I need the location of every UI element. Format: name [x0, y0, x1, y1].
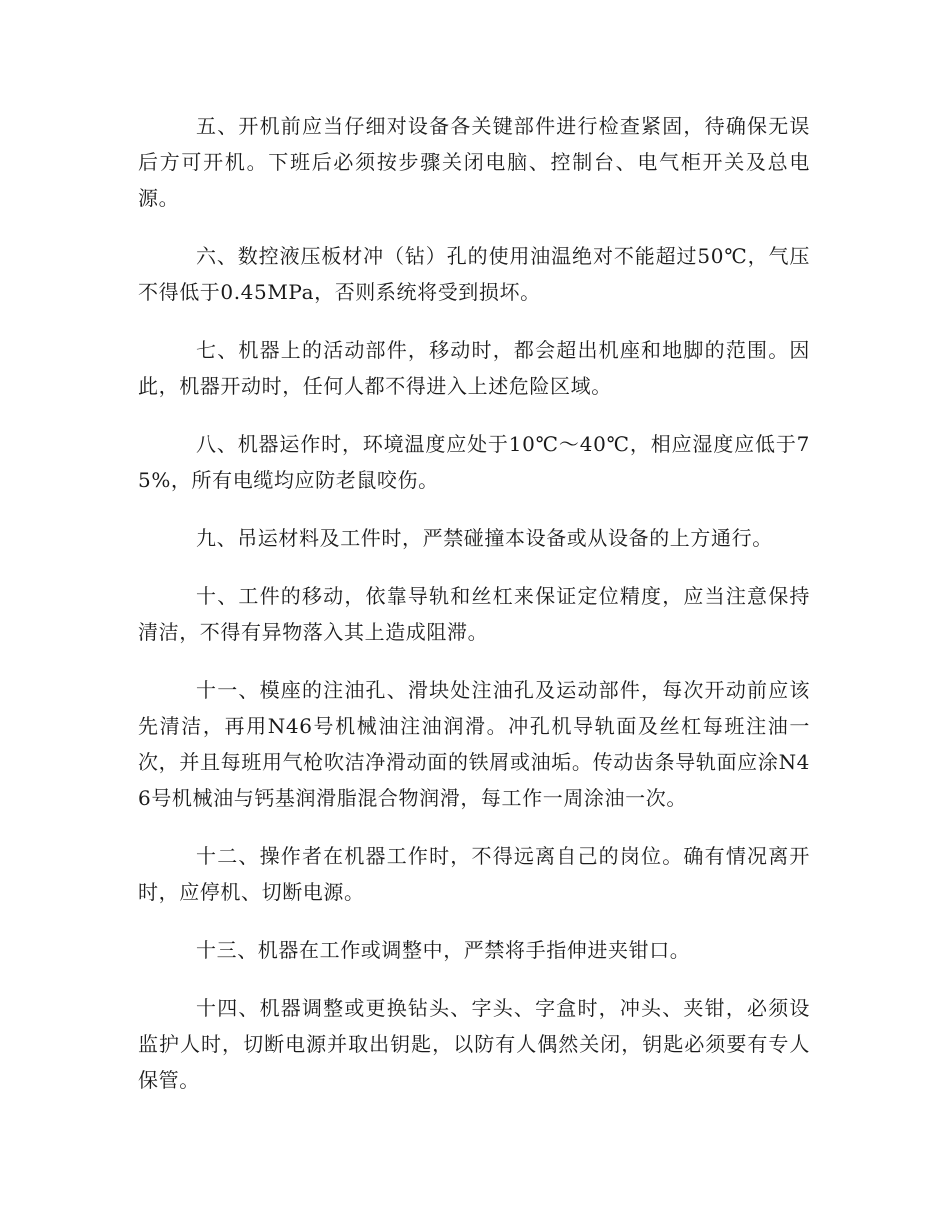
- paragraph-item-13: 十三、机器在工作或调整中，严禁将手指伸进夹钳口。: [196, 938, 691, 962]
- document-page: [138, 108, 810, 1098]
- paragraph-item-6: 六、数控液压板材冲（钻）孔的使用油温绝对不能超过50℃，气压不得低于0.45MPa，否则系统将受到损坏。: [138, 244, 810, 304]
- paragraph-item-11: 十一、模座的注油孔、滑块处注油孔及运动部件，每次开动前应该先清洁，再用N46号机械油注油润滑。冲孔机导轨面及丝杠每班注油一次，并且每班用气枪吹洁净滑动面的铁屑或油垢。传动齿条导轨面应涂N46号机械油与钙基润滑脂混合物润滑，每工作一周涂油一次。: [138, 678, 810, 810]
- paragraph-item-5: 五、开机前应当仔细对设备各关键部件进行检查紧固，待确保无误后方可开机。下班后必须按步骤关闭电脑、控制台、电气柜开关及总电源。: [138, 114, 810, 210]
- paragraph-item-10: 十、工件的移动，依靠导轨和丝杠来保证定位精度，应当注意保持清洁，不得有异物落入其上造成阻滞。: [138, 584, 810, 644]
- paragraph-item-8: 八、机器运作时，环境温度应处于10℃～40℃，相应湿度应低于75%，所有电缆均应防老鼠咬伤。: [138, 432, 810, 492]
- paragraph-item-9: 九、吊运材料及工件时，严禁碰撞本设备或从设备的上方通行。: [196, 526, 773, 550]
- paragraph-item-12: 十二、操作者在机器工作时，不得远离自己的岗位。确有情况离开时，应停机、切断电源。: [138, 844, 810, 904]
- paragraph-item-14: 十四、机器调整或更换钻头、字头、字盒时，冲头、夹钳，必须设监护人时，切断电源并取出钥匙，以防有人偶然关闭，钥匙必须要有专人保管。: [138, 996, 810, 1092]
- paragraph-item-7: 七、机器上的活动部件，移动时，都会超出机座和地脚的范围。因此，机器开动时，任何人都不得进入上述危险区域。: [138, 338, 810, 398]
